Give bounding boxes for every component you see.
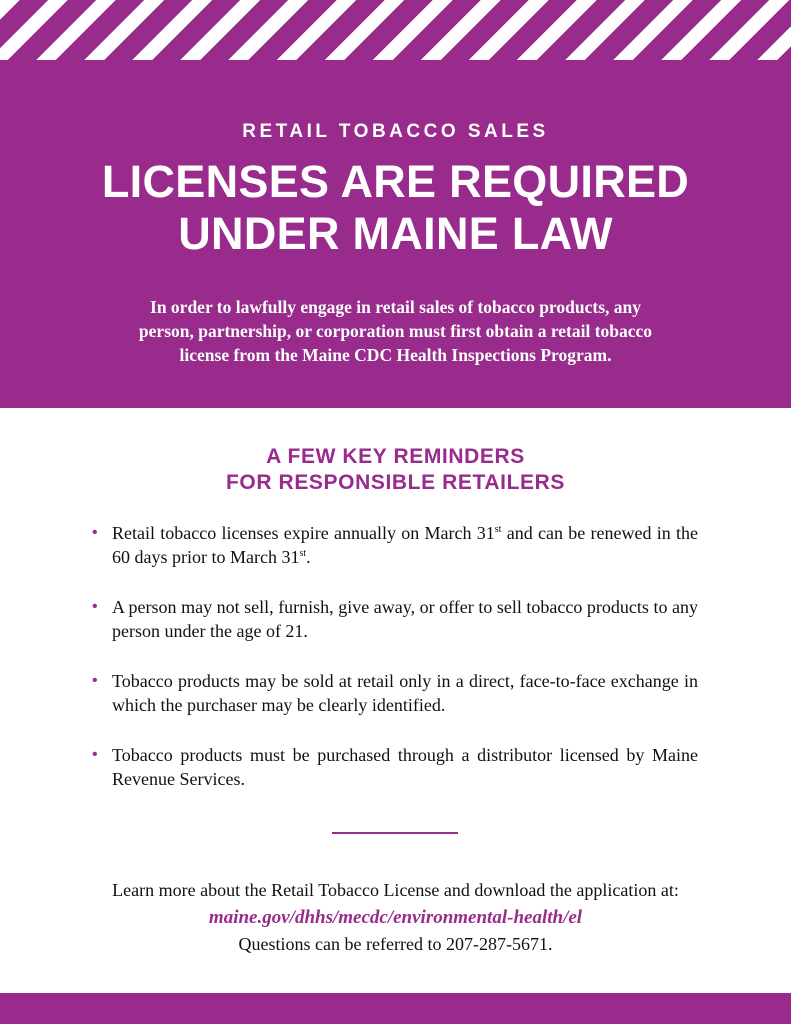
reminder-license-expiry	[92, 521, 698, 569]
section-divider	[332, 832, 458, 834]
questions-text: Questions can be referred to 207-287-5671.	[238, 934, 553, 954]
reminder-text: Tobacco products may be sold at retail only in a direct, face-to-face exchange in which the purchaser may be clearly identified.	[112, 671, 698, 715]
application-link[interactable]: maine.gov/dhhs/mecdc/environmental-health/el	[208, 907, 583, 928]
reminder-text-part-1: Retail tobacco licenses expire annually on March 31	[112, 523, 495, 543]
learn-more-text: Learn more about the Retail Tobacco License and download the application at:	[112, 880, 679, 900]
reminders-title	[0, 444, 791, 496]
reminder-text-part-2: and can be renewed in the 60 days prior to March 31	[112, 523, 698, 567]
intro-line-2: person, partnership, or corporation must first obtain a retail tobacco	[138, 321, 653, 341]
bottom-bar	[0, 993, 791, 1024]
headline-line-2: UNDER MAINE LAW	[178, 208, 613, 259]
superscript: st	[299, 548, 307, 559]
reminder-text-part-3: .	[306, 547, 311, 567]
reminder-age-21	[92, 595, 698, 643]
reminders-title-line-1: A FEW KEY REMINDERS	[266, 445, 525, 468]
footer-info	[0, 877, 791, 958]
top-diagonal-stripes	[0, 0, 791, 60]
superscript: st	[494, 524, 502, 535]
headline-line-1: LICENSES ARE REQUIRED	[101, 156, 690, 207]
reminder-face-to-face	[92, 669, 698, 717]
reminder-text: A person may not sell, furnish, give away, or offer to sell tobacco products to any person under the age of 21.	[112, 597, 698, 641]
intro-paragraph	[100, 295, 691, 367]
bullet-icon: •	[92, 598, 98, 615]
reminder-licensed-distributor	[92, 743, 698, 791]
main-headline	[0, 156, 791, 260]
reminder-text: Tobacco products must be purchased through a distributor licensed by Maine Revenue Services.	[112, 745, 698, 789]
intro-line-1: In order to lawfully engage in retail sales of tobacco products, any	[150, 297, 641, 317]
reminders-title-line-2: FOR RESPONSIBLE RETAILERS	[226, 471, 565, 494]
bullet-icon: •	[92, 746, 98, 763]
kicker-heading: RETAIL TOBACCO SALES	[242, 121, 549, 142]
reminders-list	[92, 521, 698, 817]
intro-line-3: license from the Maine CDC Health Inspections Program.	[179, 345, 612, 365]
bullet-icon: •	[92, 672, 98, 689]
hero-banner	[0, 60, 791, 408]
bullet-icon: •	[92, 524, 98, 541]
